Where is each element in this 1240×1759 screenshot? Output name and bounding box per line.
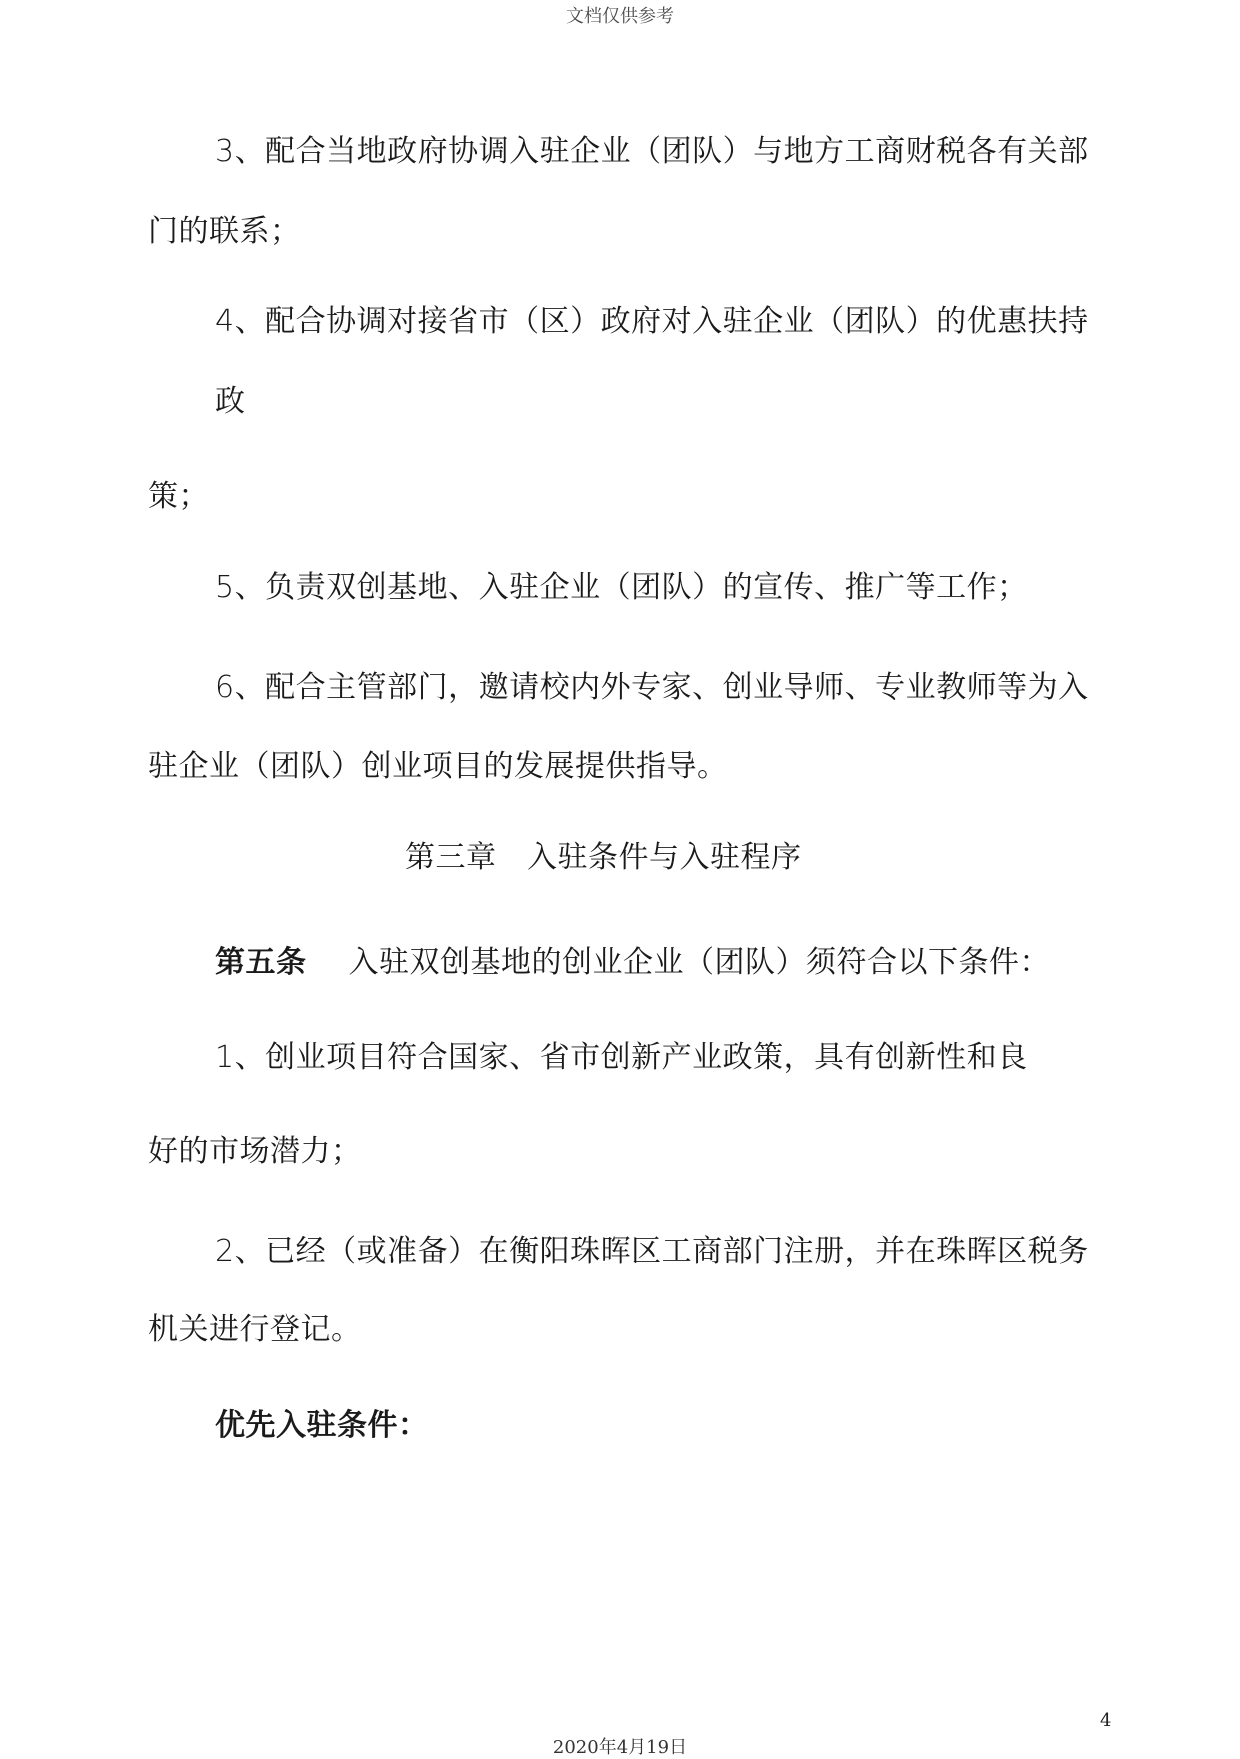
priority-heading: 优先入驻条件：: [215, 1408, 429, 1443]
article-label: 第五条: [215, 945, 307, 980]
article-text: 入驻双创基地的创业企业（团队）须符合以下条件：: [348, 945, 1050, 980]
page-number: 4: [1100, 1710, 1112, 1731]
page-header: 文档仅供参考: [566, 6, 674, 27]
chapter-heading: 第三章 入驻条件与入驻程序: [405, 840, 802, 875]
paragraph-line: 政: [215, 384, 246, 419]
paragraph-line: 门的联系；: [148, 214, 301, 249]
paragraph-line: 5、负责双创基地、入驻企业（团队）的宣传、推广等工作；: [215, 570, 1028, 605]
paragraph-line: 1、创业项目符合国家、省市创新产业政策，具有创新性和良: [215, 1040, 1028, 1075]
paragraph-line: 策；: [148, 479, 209, 514]
paragraph-line: 4、配合协调对接省市（区）政府对入驻企业（团队）的优惠扶持: [215, 304, 1089, 339]
paragraph-line: 2、已经（或准备）在衡阳珠晖区工商部门注册，并在珠晖区税务: [215, 1234, 1089, 1269]
paragraph-line: 好的市场潜力；: [148, 1134, 362, 1169]
paragraph-line: 6、配合主管部门，邀请校内外专家、创业导师、专业教师等为入: [215, 670, 1089, 705]
article-line: [215, 943, 1050, 983]
paragraph-line: 驻企业（团队）创业项目的发展提供指导。: [148, 749, 728, 784]
paragraph-line: 机关进行登记。: [148, 1312, 362, 1347]
page-footer-date: 2020年4月19日: [552, 1737, 688, 1758]
paragraph-line: 3、配合当地政府协调入驻企业（团队）与地方工商财税各有关部: [215, 134, 1089, 169]
